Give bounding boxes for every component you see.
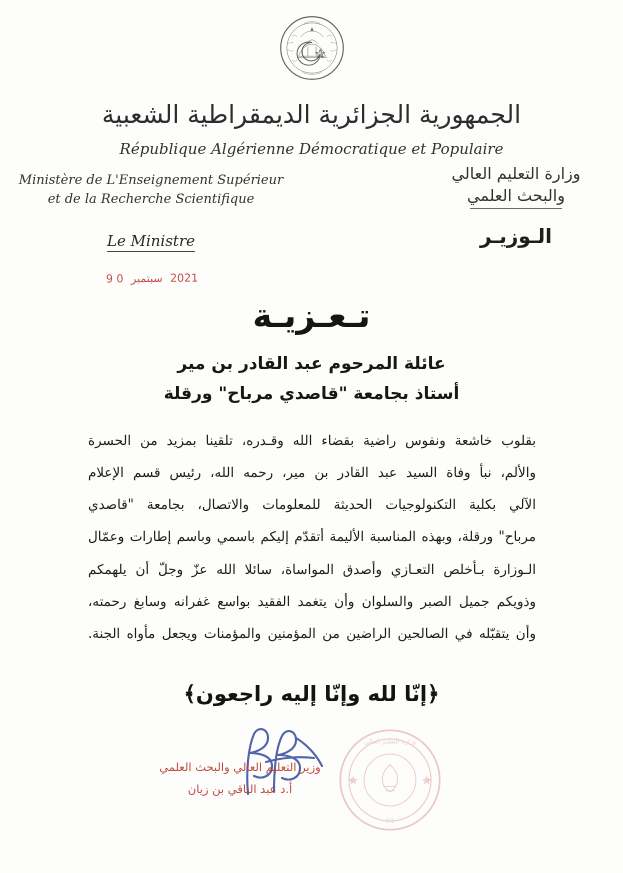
body-line (88, 618, 536, 650)
body-line (88, 425, 536, 457)
republic-name-arabic: الجمهورية الجزائرية الديمقراطية الشعبية (101, 100, 522, 129)
date-stamp (104, 271, 200, 285)
ministry-french-line-1: Ministère de L'Enseignement Supérieur (18, 173, 284, 188)
minister-label-french-text: Le Ministre (107, 232, 195, 250)
minister-label-french (16, 232, 286, 250)
body-line (88, 554, 536, 586)
body-line-text: الآلي بكلية التكنولوجيات الحديثة للمعلومات والاتصال، بجامعة "قاصدي (88, 497, 536, 514)
signatory-title: وزير التعليم العالي والبحث العلمي (159, 760, 321, 774)
addressee-block (0, 350, 623, 410)
date-stamp-year: 2021 (170, 271, 199, 285)
republic-name-french: République Algérienne Démocratique et Populaire (119, 140, 504, 158)
emblem-container (0, 14, 623, 82)
ministry-french (16, 172, 286, 210)
svg-text:01: 01 (385, 817, 395, 826)
algeria-national-emblem-icon (278, 14, 346, 82)
addressee-line-1: عائلة المرحوم عبد القادر بن مير (177, 354, 446, 374)
body-line (88, 521, 536, 553)
ministry-arabic (421, 163, 611, 209)
body-line (88, 489, 536, 521)
body-paragraph (88, 425, 536, 650)
body-line-text: الـوزارة بـأخلص التعـازي وأصدق المواساة، سائلا الله عزّ وجلّ أن يلهمكم (88, 561, 536, 578)
body-line-text: والألم، نبأ وفاة السيد عبد القادر بن مير، رحمه الله، رئيس قسم الإعلام (88, 465, 536, 482)
addressee-line-2: أستاذ بجامعة "قاصدي مرباح" ورقلة (163, 383, 460, 404)
ministry-arabic-line-1: وزارة التعليم العالي (451, 164, 581, 183)
body-line-text: بقلوب خاشعة ونفوس راضية بقضاء الله وقـدره، تلقينا بمزيد من الحسرة (88, 433, 536, 449)
body-line-text: وأن يتقبّله في الصالحين الراضين من المؤمنين والمؤمنات ويجعل مأواه الجنة. (88, 625, 536, 642)
body-line-text: وذويكم جميل الصبر والسلوان وأن يتغمد الفقيد بواسع غفرانه وسابغ رحمته، (88, 593, 536, 610)
page-title: تـعـزيـة (252, 296, 371, 335)
date-stamp-month: سبتمبر (130, 271, 163, 286)
body-line (88, 457, 536, 489)
official-ministry-seal-icon (334, 726, 446, 834)
minister-label-arabic: الـوزيـر (479, 224, 553, 248)
quranic-verse: ﴿إنّا لله وإنّا إليه راجعون﴾ (183, 682, 440, 706)
signature-block (150, 756, 330, 801)
body-line (88, 586, 536, 618)
ministry-arabic-line-2: والبحث العلمي (467, 185, 565, 205)
body-line-text: مرباح" ورقلة، وبهذه المناسبة الأليمة أتقدّم إليكم باسمي وباسم إطارات وعمّال (88, 529, 536, 546)
svg-text:وزارة التعليم العالي: وزارة التعليم العالي (363, 737, 417, 746)
signatory-name: أ.د عبد الباقي بن زيان (187, 782, 293, 797)
ministry-french-line-2: et de la Recherche Scientifique (47, 191, 255, 207)
date-stamp-day: 0 9 (105, 272, 124, 286)
ministry-arabic-underline (470, 208, 562, 209)
